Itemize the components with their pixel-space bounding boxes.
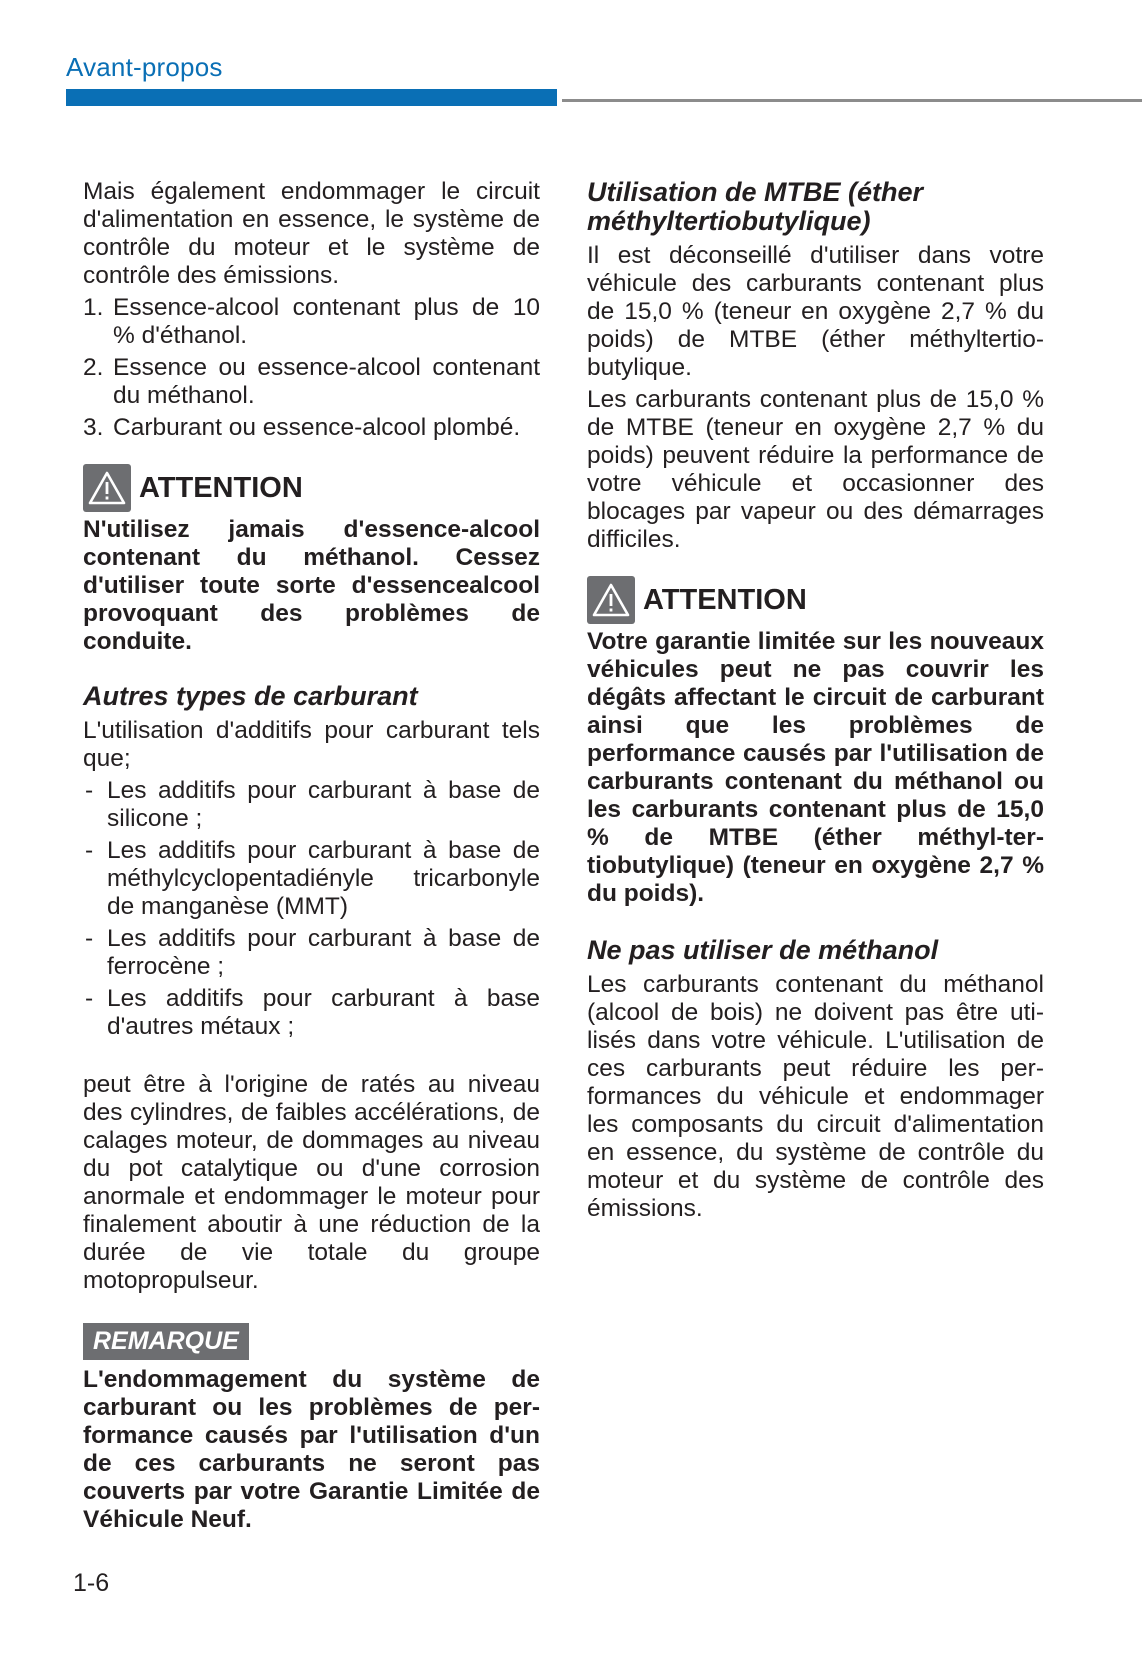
list-item <box>83 985 540 1041</box>
mtbe-paragraph-1: Il est déconseillé d'utiliser dans votre véhicule des carburants contenant plus de 15,0 % (teneur en oxygène 2,7 % du poids) de MTBE (éther méthyltertiobutylique. <box>587 242 1044 381</box>
list-item <box>83 837 540 921</box>
list-text: Les additifs pour carburant à base de ferrocène ; <box>107 925 540 980</box>
right-column <box>587 178 1044 1227</box>
list-item <box>83 294 540 350</box>
header-bar-blue <box>66 89 557 106</box>
attention-title: ATTENTION <box>643 583 807 616</box>
list-number: 3. <box>83 414 104 441</box>
heading-mtbe: Utilisation de MTBE (éther méthyltertiobutylique) <box>587 177 924 236</box>
list-item <box>83 414 540 442</box>
other-intro: L'utilisation d'additifs pour carburant tels que; <box>83 717 540 772</box>
list-text: Essence ou essence-alcool contenant du méthanol. <box>113 354 540 409</box>
warning-icon <box>83 464 131 512</box>
list-dash: - <box>85 925 94 952</box>
header-bar-grey <box>562 99 1142 102</box>
list-item <box>83 925 540 981</box>
list-dash: - <box>85 985 94 1012</box>
list-number: 1. <box>83 294 104 321</box>
intro-paragraph: Mais également endommager le circuit d'alimentation en essence, le système de contrôle du moteur et le système de contrôle des émissions. <box>83 178 540 289</box>
list-item <box>83 354 540 410</box>
list-text: Les additifs pour carburant à base de méthylcyclopentadiényle tricarbonyle de manganèse (MMT) <box>107 837 540 920</box>
list-dash: - <box>85 777 94 804</box>
attention-title: ATTENTION <box>139 471 303 504</box>
attention-text: N'utilisez jamais d'essence-alcool contenant du méthanol. Cessez d'utiliser toute sorte d'essencealcool provoquant des problèmes de conduite. <box>83 516 540 655</box>
remarque-badge: REMARQUE <box>83 1323 249 1360</box>
remarque-text: L'endommagement du système de carburant ou les problèmes de performance causés par l'utilisation d'un de ces carburants ne seront pas couverts par votre Garantie Limitée de Véhicule Neuf. <box>83 1366 540 1533</box>
list-text: Les additifs pour carburant à base de silicone ; <box>107 777 540 832</box>
left-column <box>83 178 540 1534</box>
heading-other-fuels: Autres types de carburant <box>83 681 418 711</box>
list-item <box>83 777 540 833</box>
page-number: 1-6 <box>73 1569 110 1597</box>
list-text: Essence-alcool contenant plus de 10 % d'éthanol. <box>113 294 540 349</box>
attention-header <box>587 576 1044 624</box>
mtbe-paragraph-2: Les carburants contenant plus de 15,0 % de MTBE (teneur en oxygène 2,7 % du poids) peuvent réduire la performance de votre véhicule et occasionner des blocages par vapeur ou des démarrages difficiles. <box>587 386 1044 553</box>
list-text: Carburant ou essence-alcool plombé. <box>113 414 521 441</box>
section-title: Avant-propos <box>66 52 223 82</box>
methanol-paragraph: Les carburants contenant du méthanol (alcool de bois) ne doivent pas être utilisés dans votre véhicule. L'utilisation de ces carburants peut réduire les performances du véhicule et endommager les composants du circuit d'alimentation en essence, du système de contrôle du moteur et du système de contrôle des émissions. <box>587 971 1044 1222</box>
warning-icon <box>587 576 635 624</box>
list-dash: - <box>85 837 94 864</box>
list-number: 2. <box>83 354 104 381</box>
list-text: Les additifs pour carburant à base d'autres métaux ; <box>107 985 540 1040</box>
consequence-paragraph: peut être à l'origine de ratés au niveau des cylindres, de faibles accélérations, de calages moteur, de dommages au niveau du pot catalytique ou d'une corrosion anormale et endommager le moteur pour finalement aboutir à une réduction de la durée de vie totale du groupe motopropulseur. <box>83 1071 540 1294</box>
heading-methanol: Ne pas utiliser de méthanol <box>587 935 939 965</box>
attention-text: Votre garantie limitée sur les nouveaux véhicules peut ne pas couvrir les dégâts affectant le circuit de carburant ainsi que les problèmes de performance causés par l'utilisation de carburants contenant du méthanol ou les carburants contenant plus de 15,0 % de MTBE (éther méthyl-tertiobutylique) (teneur en oxygène 2,7 % du poids). <box>587 628 1044 907</box>
attention-header <box>83 464 540 512</box>
